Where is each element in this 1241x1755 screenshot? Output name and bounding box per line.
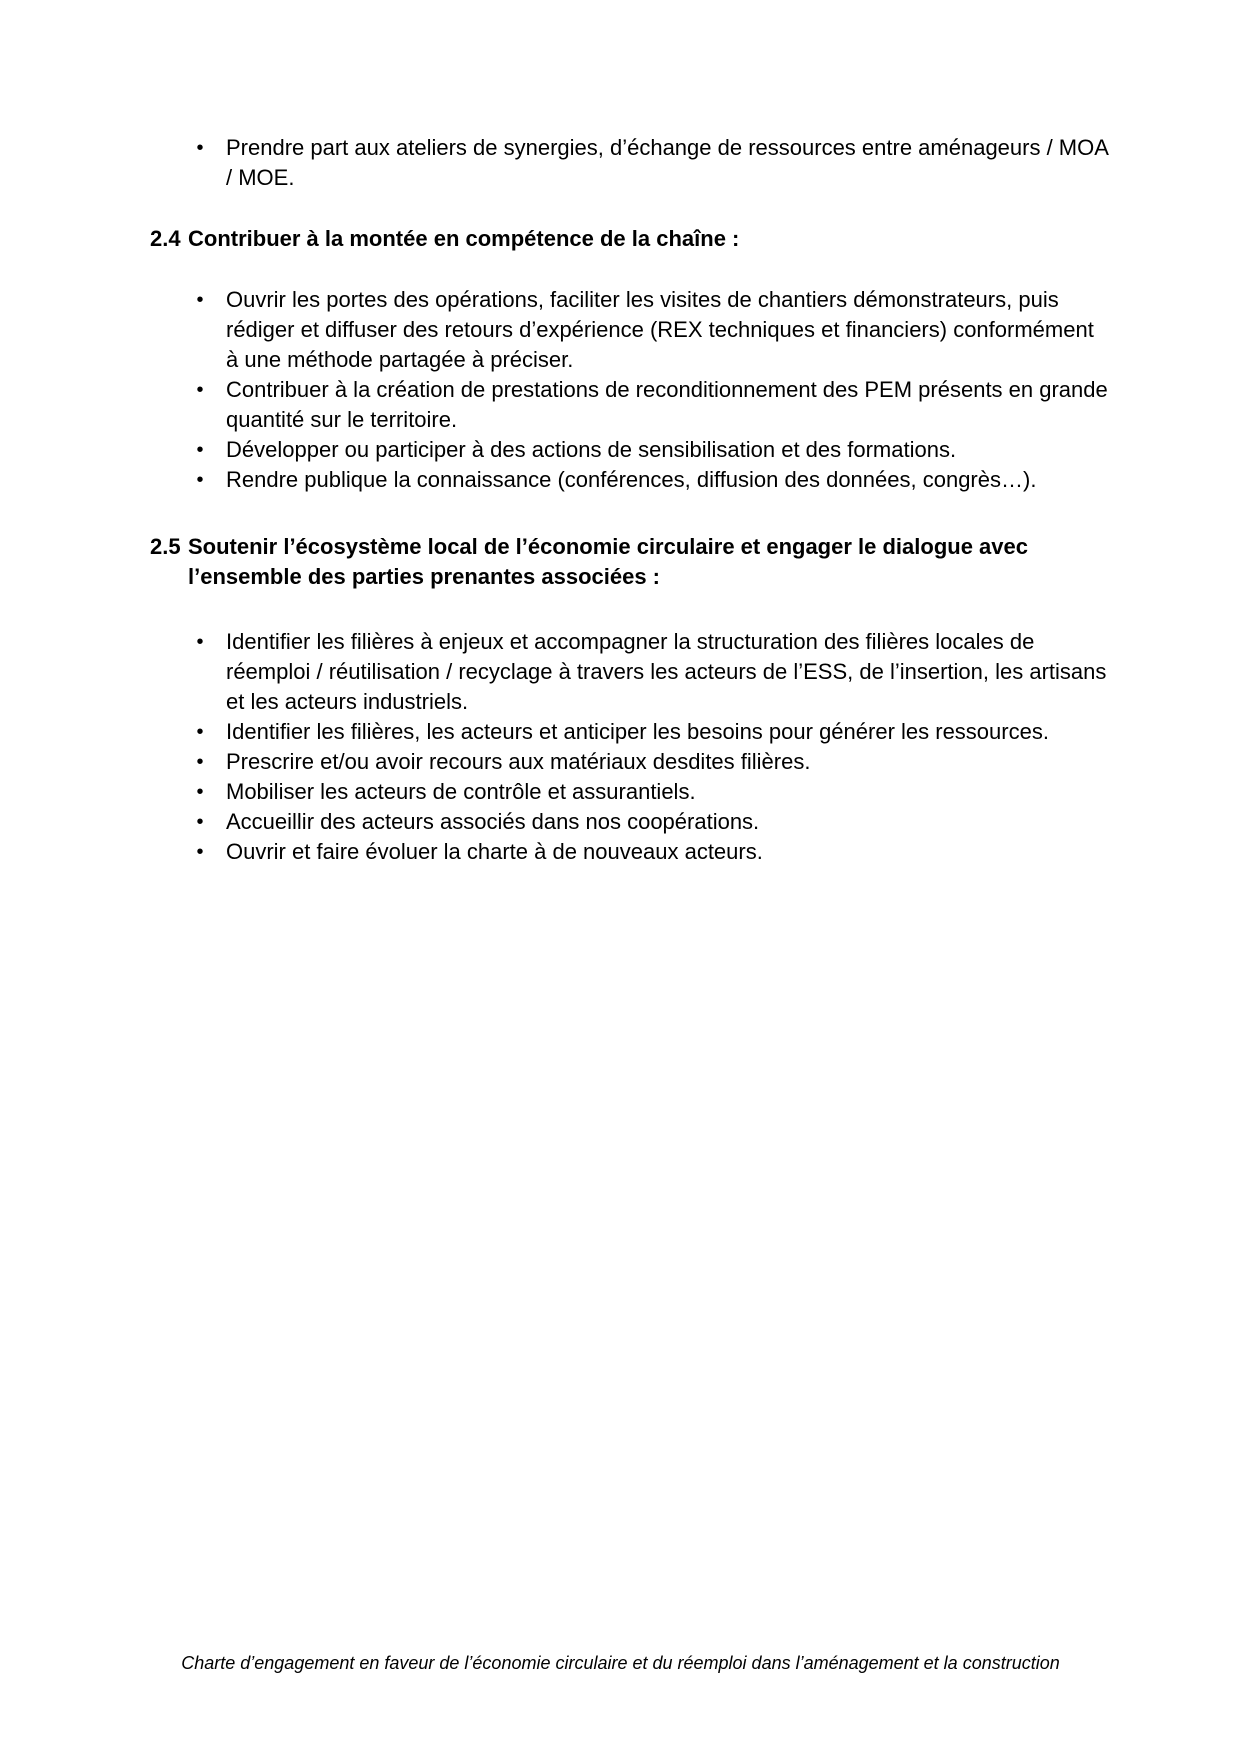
list-item xyxy=(190,285,1110,375)
section-title-line2: l’ensemble des parties prenantes associées : xyxy=(188,564,661,589)
list-item xyxy=(190,777,1110,807)
list-item-text: Ouvrir les portes des opérations, faciliter les visites de chantiers démonstrateurs, puis rédiger et diffuser des retours d’expérience (REX techniques et financiers) conformément à une méthode partagée à préciser. xyxy=(226,287,1094,372)
list-item-text: Développer ou participer à des actions de sensibilisation et des formations. xyxy=(226,437,957,462)
section-2-4-bullet-list xyxy=(190,285,1110,495)
section-title-line1: Soutenir l’écosystème local de l’économie circulaire et engager le dialogue avec xyxy=(188,534,1028,559)
bullet-icon: • xyxy=(196,811,204,833)
list-item xyxy=(190,133,1110,193)
list-item-text: Contribuer à la création de prestations de reconditionnement des PEM présents en grande quantité sur le territoire. xyxy=(226,377,1108,432)
bullet-icon: • xyxy=(196,781,204,803)
list-item-text: Prendre part aux ateliers de synergies, d’échange de ressources entre aménageurs / MOA / MOE. xyxy=(226,135,1108,190)
intro-bullet-list xyxy=(190,133,1110,193)
list-item xyxy=(190,807,1110,837)
list-item xyxy=(190,717,1110,747)
bullet-icon: • xyxy=(196,751,204,773)
section-number: 2.5 xyxy=(150,534,181,559)
list-item xyxy=(190,375,1110,435)
section-heading-2-4 xyxy=(150,224,1090,254)
bullet-icon: • xyxy=(196,721,204,743)
list-item xyxy=(190,435,1110,465)
bullet-icon: • xyxy=(196,289,204,311)
section-number: 2.4 xyxy=(150,226,181,251)
section-heading-2-5 xyxy=(150,532,1090,592)
bullet-icon: • xyxy=(196,631,204,653)
section-2-5-bullet-list xyxy=(190,627,1110,867)
list-item-text: Ouvrir et faire évoluer la charte à de nouveaux acteurs. xyxy=(226,839,763,864)
list-item-text: Mobiliser les acteurs de contrôle et assurantiels. xyxy=(226,779,696,804)
bullet-icon: • xyxy=(196,841,204,863)
list-item-text: Accueillir des acteurs associés dans nos coopérations. xyxy=(226,809,760,834)
list-item xyxy=(190,747,1110,777)
bullet-icon: • xyxy=(196,439,204,461)
list-item-text: Rendre publique la connaissance (conférences, diffusion des données, congrès…). xyxy=(226,467,1037,492)
list-item xyxy=(190,837,1110,867)
list-item-text: Identifier les filières à enjeux et accompagner la structuration des filières locales de réemploi / réutilisation / recyclage à travers les acteurs de l’ESS, de l’insertion, les artisans et les acteurs industriels. xyxy=(226,629,1107,714)
bullet-icon: • xyxy=(196,137,204,159)
list-item-text: Identifier les filières, les acteurs et anticiper les besoins pour générer les ressources. xyxy=(226,719,1049,744)
list-item xyxy=(190,465,1110,495)
page-footer: Charte d’engagement en faveur de l’économie circulaire et du réemploi dans l’aménagement et la construction xyxy=(181,1653,1060,1673)
section-title: Contribuer à la montée en compétence de la chaîne : xyxy=(188,226,740,251)
list-item xyxy=(190,627,1110,717)
list-item-text: Prescrire et/ou avoir recours aux matériaux desdites filières. xyxy=(226,749,811,774)
bullet-icon: • xyxy=(196,379,204,401)
bullet-icon: • xyxy=(196,469,204,491)
